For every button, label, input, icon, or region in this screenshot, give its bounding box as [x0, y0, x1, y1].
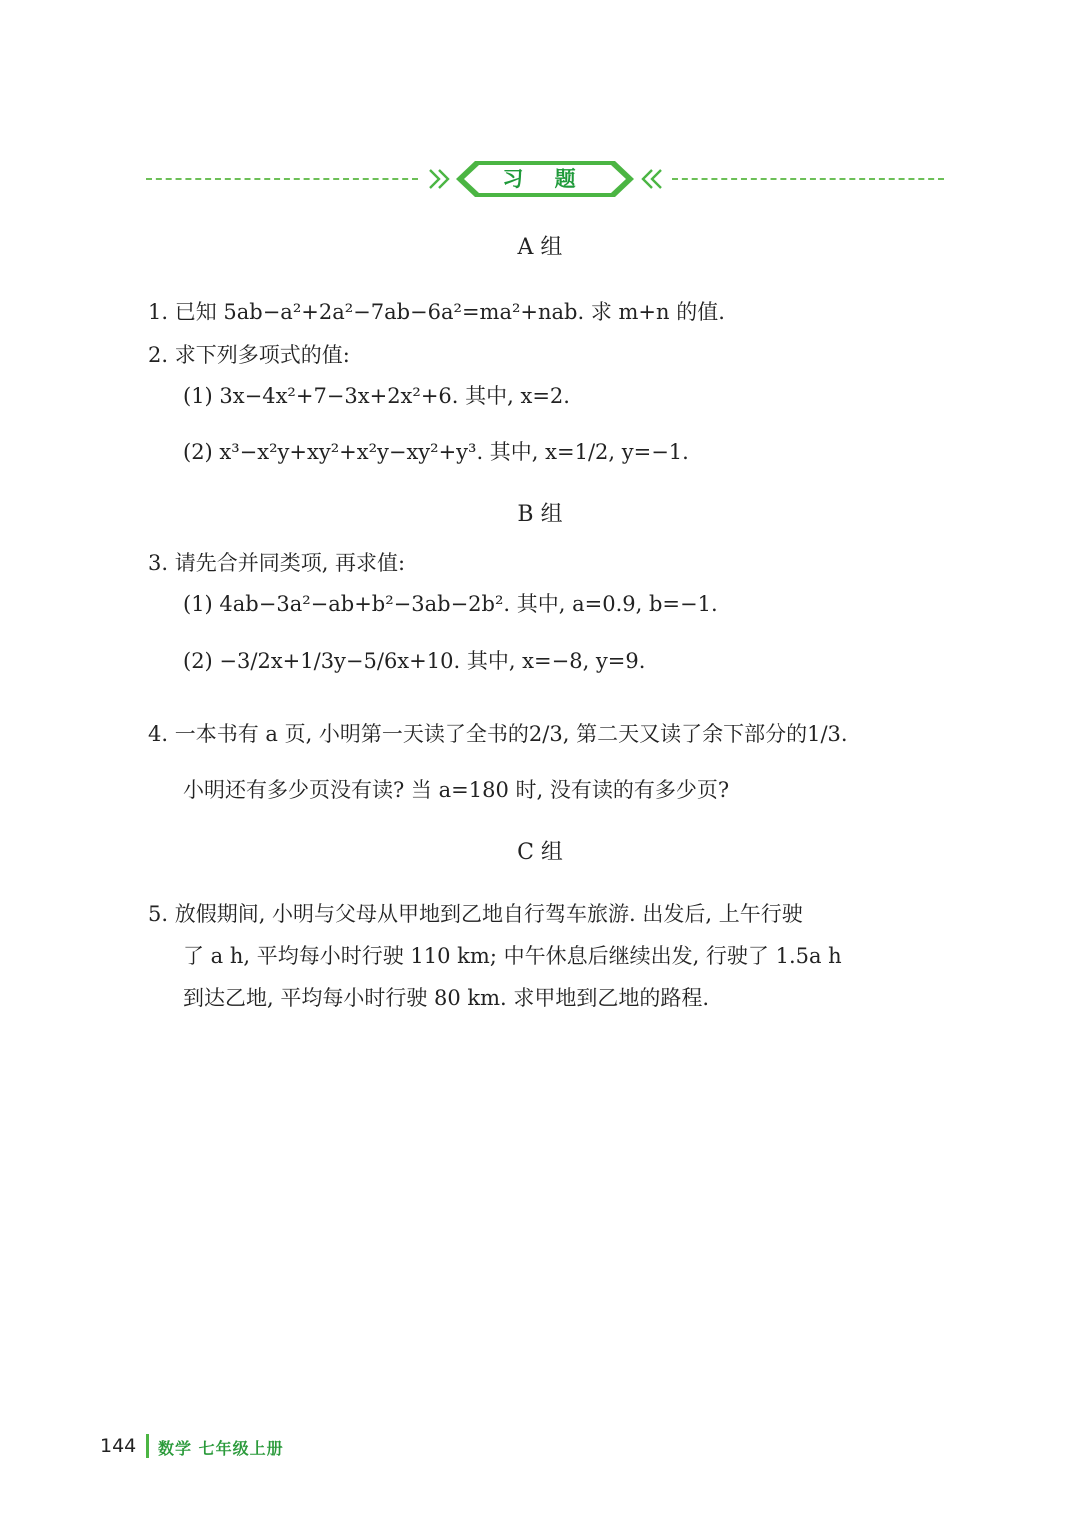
double-chevron-left-icon	[637, 168, 663, 190]
page-number: 144	[100, 1435, 137, 1457]
book-title: 数学 七年级上册	[158, 1439, 284, 1458]
section-heading-a: A 组	[517, 235, 563, 260]
problem-5-line-3: 到达乙地, 平均每小时行驶 80 km. 求甲地到乙地的路程.	[183, 986, 710, 1010]
section-heading-c: C 组	[517, 840, 563, 865]
problem-2-part-2: (2) x³−x²y+xy²+x²y−xy²+y³. 其中, x=1/2, y=−1.	[183, 440, 689, 464]
problem-2: 2. 求下列多项式的值:	[148, 343, 350, 367]
problem-1: 1. 已知 5ab−a²+2a²−7ab−6a²=ma²+nab. 求 m+n 的值.	[148, 300, 725, 324]
problem-5-line-2: 了 a h, 平均每小时行驶 110 km; 中午休息后继续出发, 行驶了 1.5a h	[183, 944, 842, 968]
problem-3-part-2: (2) −3/2x+1/3y−5/6x+10. 其中, x=−8, y=9.	[183, 649, 646, 673]
problem-4-line-1: 4. 一本书有 a 页, 小明第一天读了全书的2/3, 第二天又读了余下部分的1/3.	[148, 722, 848, 746]
problem-4-line-2: 小明还有多少页没有读? 当 a=180 时, 没有读的有多少页?	[183, 778, 730, 802]
section-heading-b: B 组	[517, 502, 563, 527]
problem-5-line-1: 5. 放假期间, 小明与父母从甲地到乙地自行驾车旅游. 出发后, 上午行驶	[148, 902, 803, 926]
double-chevron-right-icon	[428, 168, 454, 190]
exercise-badge-label: 习 题	[502, 167, 588, 191]
problem-3-part-1: (1) 4ab−3a²−ab+b²−3ab−2b². 其中, a=0.9, b=−1.	[183, 592, 718, 616]
problem-2-part-1: (1) 3x−4x²+7−3x+2x²+6. 其中, x=2.	[183, 384, 570, 408]
footer-divider	[146, 1434, 149, 1458]
header-dashed-rule-right	[672, 178, 944, 180]
problem-3: 3. 请先合并同类项, 再求值:	[148, 551, 406, 575]
header-dashed-rule-left	[146, 178, 418, 180]
